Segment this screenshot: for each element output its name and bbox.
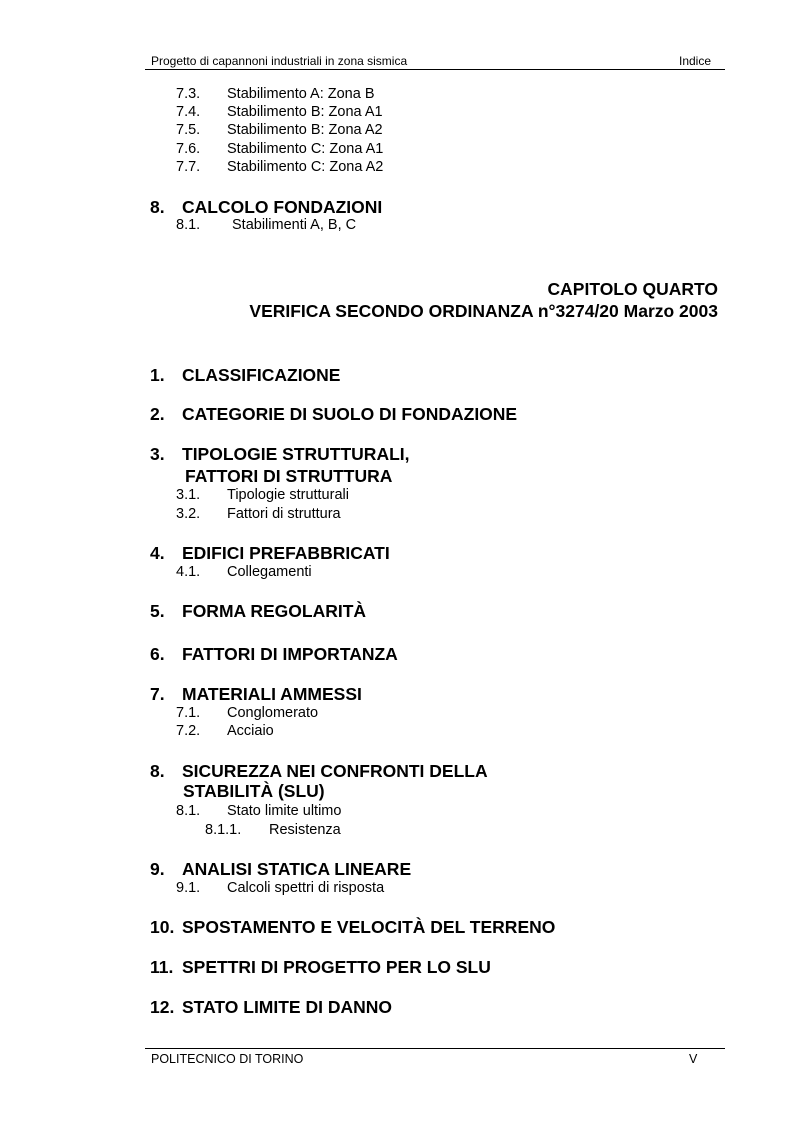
section-title-continuation: FATTORI DI STRUTTURA (185, 466, 393, 486)
section-number: 3. (150, 444, 165, 464)
section-title: TIPOLOGIE STRUTTURALI, (182, 444, 410, 464)
footer-rule (145, 1048, 725, 1049)
toc-entry-number: 8.1.1. (205, 822, 242, 838)
section-title: CLASSIFICAZIONE (182, 365, 341, 385)
section-number: 4. (150, 543, 165, 563)
toc-entry-text: Collegamenti (227, 564, 312, 580)
toc-entry-number: 8.1. (176, 803, 201, 819)
section-number: 1. (150, 365, 165, 385)
section-title: MATERIALI AMMESSI (182, 684, 362, 704)
chapter-title: VERIFICA SECONDO ORDINANZA n°3274/20 Marzo 2003 (249, 301, 718, 321)
header-title: Progetto di capannoni industriali in zona sismica (151, 54, 408, 68)
toc-entry-number: 7.4. (176, 104, 201, 120)
toc-entry-number: 7.1. (176, 705, 201, 721)
toc-entry-text: Stato limite ultimo (227, 803, 342, 819)
toc-entry-text: Stabilimento B: Zona A2 (227, 122, 383, 138)
section-title: SPETTRI DI PROGETTO PER LO SLU (182, 957, 491, 977)
section-title: FORMA REGOLARITÀ (182, 601, 367, 621)
toc-entry-text: Acciaio (227, 723, 274, 739)
section-number: 11. (150, 957, 174, 977)
toc-entry-number: 4.1. (176, 564, 201, 580)
section-title: EDIFICI PREFABBRICATI (182, 543, 390, 563)
toc-entry-text: Fattori di struttura (227, 506, 341, 522)
footer-institution: POLITECNICO DI TORINO (151, 1052, 304, 1066)
toc-entry-number: 7.6. (176, 141, 201, 157)
section-title: ANALISI STATICA LINEARE (182, 859, 412, 879)
section-title: CATEGORIE DI SUOLO DI FONDAZIONE (182, 404, 518, 424)
section-number: 6. (150, 644, 165, 664)
section-number: 2. (150, 404, 165, 424)
toc-entry-number: 7.7. (176, 159, 201, 175)
section-number: 12. (150, 997, 175, 1017)
section-title: STATO LIMITE DI DANNO (182, 997, 392, 1017)
section-title: CALCOLO FONDAZIONI (182, 197, 383, 217)
toc-entry-text: Conglomerato (227, 705, 319, 721)
section-number: 5. (150, 601, 165, 621)
section-number: 8. (150, 761, 165, 781)
section-number: 10. (150, 917, 175, 937)
header-section: Indice (679, 54, 712, 68)
toc-entry-text: Stabilimento A: Zona B (227, 86, 375, 102)
toc-entry-text: Calcoli spettri di risposta (227, 880, 385, 896)
section-title-continuation: STABILITÀ (SLU) (183, 781, 325, 801)
section-title: SPOSTAMENTO E VELOCITÀ DEL TERRENO (182, 917, 556, 937)
chapter-label: CAPITOLO QUARTO (547, 279, 718, 299)
toc-entry-text: Stabilimento C: Zona A1 (227, 141, 384, 157)
section-number: 9. (150, 859, 165, 879)
toc-entry-text: Stabilimenti A, B, C (232, 217, 357, 233)
section-number: 7. (150, 684, 165, 704)
header-rule (145, 69, 725, 70)
toc-entry-text: Resistenza (269, 822, 341, 838)
toc-entry-number: 7.5. (176, 122, 201, 138)
section-title: FATTORI DI IMPORTANZA (182, 644, 398, 664)
toc-entry-number: 8.1. (176, 217, 201, 233)
toc-entry-number: 7.2. (176, 723, 201, 739)
toc-entry-text: Stabilimento C: Zona A2 (227, 159, 384, 175)
page-number: V (689, 1052, 698, 1066)
toc-entry-text: Stabilimento B: Zona A1 (227, 104, 383, 120)
section-title: SICUREZZA NEI CONFRONTI DELLA (182, 761, 488, 781)
toc-entry-number: 3.1. (176, 487, 201, 503)
toc-entry-number: 9.1. (176, 880, 201, 896)
toc-entry-number: 7.3. (176, 86, 201, 102)
toc-entry-number: 3.2. (176, 506, 201, 522)
toc-entry-text: Tipologie strutturali (227, 487, 349, 503)
section-number: 8. (150, 197, 165, 217)
